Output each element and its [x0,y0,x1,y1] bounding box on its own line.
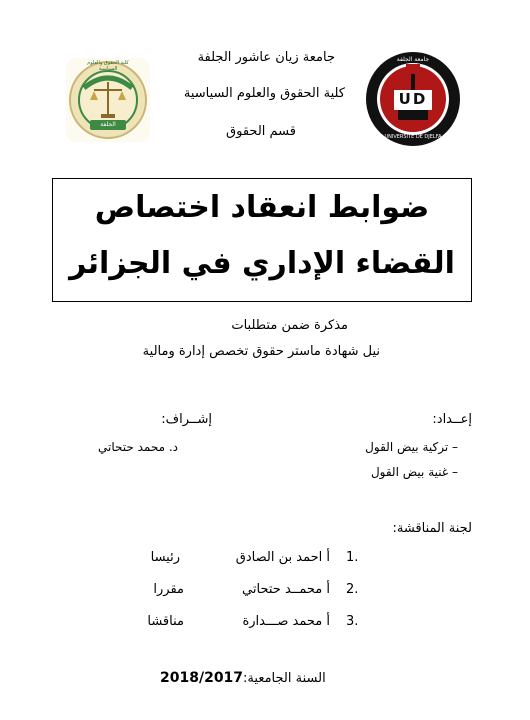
memo-line-1: مذكرة ضمن متطلبات [231,318,348,333]
department-name: قسم الحقوق [226,124,296,139]
right-logo-initials: UD [398,90,428,108]
committee-member-3-name: أ محمد صـــدارة [242,614,330,629]
memo-line-2: نيل شهادة ماستر حقوق تخصص إدارة ومالية [142,344,380,359]
student-1 [365,440,458,454]
committee-label: لجنة المناقشة: [392,521,472,536]
thesis-title-line-2: القضاء الإداري في الجزائر [69,246,455,281]
committee-member-1-role: رئيسا [150,550,180,565]
faculty-name: كلية الحقوق والعلوم السياسية [183,86,345,101]
university-name: جامعة زيان عاشور الجلفة [197,50,335,65]
supervisor-name: د. محمد حتحاتي [98,440,178,454]
supervision-label: إشــراف: [161,412,212,427]
university-logo [364,50,462,148]
academic-year-value: 2018/2017 [160,670,244,686]
academic-year-label: السنة الجامعية: [243,671,326,686]
right-logo-ring-text: UNIVERSITÉ DE DJELFA [384,134,442,140]
thesis-title-line-1: ضوابط انعقاد اختصاص [94,190,430,225]
faculty-logo [66,58,150,142]
committee-member-2-name: أ محمــد حتحاتي [242,582,330,597]
list-dash: – [452,465,458,479]
student-2 [371,465,458,479]
right-logo-top-text: جامعة الجلفة [396,56,430,63]
committee-member-2-role: مقررا [153,582,184,597]
list-dash: – [452,440,458,454]
committee-member-2-number: 2. [346,582,359,597]
committee-member-1-name: أ احمد بن الصادق [235,550,330,565]
student-1-name: تركية بيض القول [365,440,449,454]
committee-member-3-role: مناقشا [147,614,184,629]
student-2-name: غنية بيض القول [370,465,449,479]
prepared-by-label: إعــداد: [432,412,472,427]
left-logo-bottom-text: الجلفة [100,121,116,128]
thesis-title-box [52,178,472,302]
academic-year [160,670,326,686]
committee-member-3-number: 3. [346,614,359,629]
committee-member-1-number: 1. [346,550,359,565]
left-logo-top-text: كلية الحقوق والعلوم السياسية [87,60,129,72]
